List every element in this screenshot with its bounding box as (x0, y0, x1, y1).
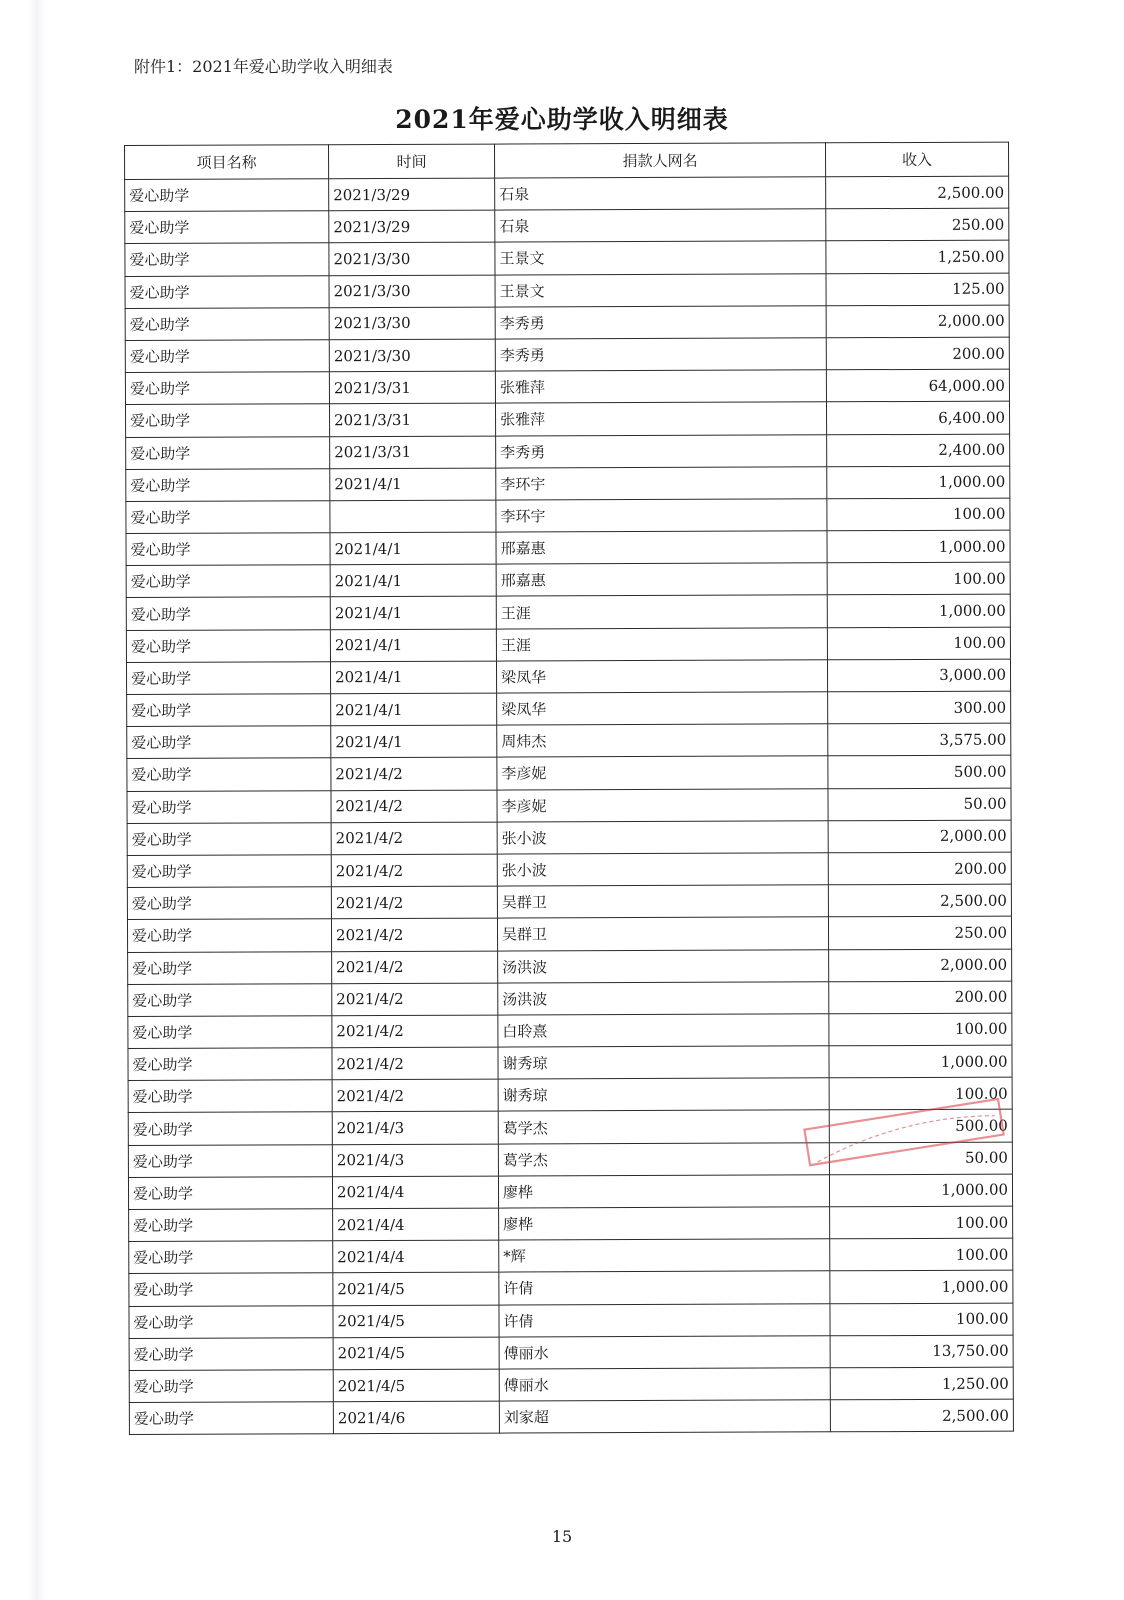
row-date-cell: 2021/4/5 (333, 1272, 499, 1305)
row-amount-cell: 2,400.00 (827, 434, 1010, 467)
row-item-cell: 爱心助学 (129, 1305, 333, 1338)
row-date-cell: 2021/4/3 (332, 1112, 498, 1145)
income-detail-table (124, 142, 1014, 1436)
row-donor-cell: 王景文 (495, 241, 826, 274)
row-date-cell (330, 500, 496, 533)
row-donor-cell: 王涯 (496, 627, 827, 660)
table-row (129, 1367, 1013, 1403)
row-date-cell: 2021/3/29 (329, 210, 495, 243)
row-date-cell: 2021/4/1 (330, 661, 496, 694)
row-donor-cell: 梁凤华 (497, 692, 828, 725)
row-item-cell: 爱心助学 (129, 1337, 333, 1370)
row-donor-cell: 李环宇 (496, 499, 827, 532)
table-row (127, 884, 1011, 920)
row-date-cell: 2021/4/4 (333, 1240, 499, 1273)
table-row (128, 981, 1012, 1017)
row-item-cell: 爱心助学 (127, 790, 331, 823)
row-donor-cell: 石泉 (495, 209, 826, 242)
row-item-cell: 爱心助学 (128, 1112, 332, 1145)
row-item-cell: 爱心助学 (127, 822, 331, 855)
row-item-cell: 爱心助学 (127, 855, 331, 888)
table-row (125, 176, 1009, 212)
row-item-cell: 爱心助学 (127, 726, 331, 759)
table-header-row (125, 142, 1009, 179)
table-row (127, 723, 1011, 759)
row-donor-cell: 谢秀琼 (498, 1078, 829, 1111)
row-amount-cell: 200.00 (826, 337, 1009, 370)
row-donor-cell: 邢嘉惠 (496, 563, 827, 596)
row-item-cell: 爱心助学 (128, 1048, 332, 1081)
column-header-item: 项目名称 (125, 145, 329, 180)
row-amount-cell: 500.00 (828, 755, 1011, 788)
table-row (125, 208, 1009, 244)
table-row (125, 369, 1009, 405)
row-amount-cell: 100.00 (830, 1303, 1013, 1336)
row-amount-cell: 1,000.00 (829, 1174, 1012, 1207)
row-donor-cell: 许倩 (499, 1271, 830, 1304)
row-date-cell: 2021/4/2 (331, 757, 497, 790)
row-item-cell: 爱心助学 (125, 243, 329, 276)
row-item-cell: 爱心助学 (128, 1144, 332, 1177)
row-donor-cell: 刘家超 (499, 1400, 830, 1433)
row-date-cell: 2021/4/2 (332, 1015, 498, 1048)
table-row (127, 852, 1011, 888)
row-amount-cell: 2,500.00 (828, 884, 1011, 917)
page-number: 15 (551, 1527, 573, 1546)
row-date-cell: 2021/4/5 (333, 1337, 499, 1370)
row-item-cell: 爱心助学 (129, 1209, 333, 1242)
row-item-cell: 爱心助学 (125, 340, 329, 373)
row-date-cell: 2021/3/30 (329, 307, 495, 340)
row-donor-cell: 廖桦 (499, 1207, 830, 1240)
row-date-cell: 2021/3/31 (329, 403, 495, 436)
table-row (125, 273, 1009, 309)
table-row (129, 1303, 1013, 1339)
table-row (126, 562, 1010, 598)
table-row (128, 1013, 1012, 1049)
row-date-cell: 2021/4/1 (330, 597, 496, 630)
table-row (127, 755, 1011, 791)
row-item-cell: 爱心助学 (129, 1273, 333, 1306)
row-item-cell: 爱心助学 (129, 1402, 333, 1435)
column-header-date: 时间 (329, 144, 495, 179)
row-donor-cell: 张雅萍 (495, 370, 826, 403)
row-item-cell: 爱心助学 (126, 629, 330, 662)
row-date-cell: 2021/4/1 (330, 468, 496, 501)
table-row (129, 1270, 1013, 1306)
row-donor-cell: 张雅萍 (495, 402, 826, 435)
row-item-cell: 爱心助学 (125, 372, 329, 405)
table-row (125, 240, 1009, 276)
row-date-cell: 2021/4/4 (332, 1176, 498, 1209)
row-donor-cell: 李彦妮 (497, 788, 828, 821)
table-row (127, 788, 1011, 824)
row-amount-cell: 64,000.00 (826, 369, 1009, 402)
table-row (128, 1174, 1012, 1210)
row-date-cell: 2021/4/2 (331, 790, 497, 823)
row-amount-cell: 2,500.00 (830, 1399, 1013, 1432)
row-date-cell: 2021/3/30 (329, 275, 495, 308)
row-donor-cell: 汤洪波 (498, 949, 829, 982)
row-donor-cell: 葛学杰 (498, 1110, 829, 1143)
row-date-cell: 2021/4/2 (331, 822, 497, 855)
table-row (126, 466, 1010, 502)
row-item-cell: 爱心助学 (126, 565, 330, 598)
row-amount-cell: 100.00 (830, 1206, 1013, 1239)
row-amount-cell: 3,575.00 (828, 723, 1011, 756)
row-donor-cell: 王景文 (495, 273, 826, 306)
row-item-cell: 爱心助学 (127, 887, 331, 920)
row-date-cell: 2021/4/1 (330, 564, 496, 597)
row-amount-cell: 100.00 (829, 1077, 1012, 1110)
row-donor-cell: 廖桦 (498, 1175, 829, 1208)
row-amount-cell: 1,000.00 (829, 1045, 1012, 1078)
row-date-cell: 2021/4/2 (332, 1047, 498, 1080)
row-donor-cell: 李彦妮 (497, 756, 828, 789)
row-date-cell: 2021/4/1 (331, 693, 497, 726)
row-item-cell: 爱心助学 (127, 758, 331, 791)
table-row (126, 530, 1010, 566)
row-date-cell: 2021/4/2 (332, 983, 498, 1016)
table-row (126, 595, 1010, 631)
row-item-cell: 爱心助学 (125, 179, 329, 212)
row-donor-cell: 张小波 (497, 821, 828, 854)
row-date-cell: 2021/4/2 (332, 1079, 498, 1112)
row-donor-cell: 傅丽水 (499, 1368, 830, 1401)
row-amount-cell: 1,000.00 (830, 1270, 1013, 1303)
row-donor-cell: 李环宇 (496, 466, 827, 499)
row-amount-cell: 2,000.00 (828, 820, 1011, 853)
row-amount-cell: 100.00 (827, 562, 1010, 595)
row-amount-cell: 250.00 (828, 916, 1011, 949)
row-item-cell: 爱心助学 (126, 533, 330, 566)
row-item-cell: 爱心助学 (126, 468, 330, 501)
row-date-cell: 2021/3/31 (330, 436, 496, 469)
table-row (128, 1142, 1012, 1178)
table-row (125, 401, 1009, 437)
row-date-cell: 2021/4/3 (332, 1144, 498, 1177)
row-donor-cell: 李秀勇 (495, 306, 826, 339)
row-donor-cell: 王涯 (496, 595, 827, 628)
row-item-cell: 爱心助学 (128, 983, 332, 1016)
row-donor-cell: 汤洪波 (498, 981, 829, 1014)
row-item-cell: 爱心助学 (125, 307, 329, 340)
row-date-cell: 2021/4/1 (330, 532, 496, 565)
row-date-cell: 2021/3/31 (329, 371, 495, 404)
row-donor-cell: 白聆熹 (498, 1014, 829, 1047)
row-donor-cell: 周炜杰 (497, 724, 828, 757)
row-item-cell: 爱心助学 (126, 597, 330, 630)
row-date-cell: 2021/4/2 (331, 886, 497, 919)
table-row (126, 498, 1010, 534)
row-item-cell: 爱心助学 (129, 1241, 333, 1274)
row-item-cell: 爱心助学 (129, 1370, 333, 1403)
row-item-cell: 爱心助学 (125, 275, 329, 308)
row-amount-cell: 3,000.00 (827, 659, 1010, 692)
row-donor-cell: *辉 (499, 1239, 830, 1272)
row-item-cell: 爱心助学 (128, 1080, 332, 1113)
row-item-cell: 爱心助学 (126, 436, 330, 469)
row-donor-cell: 吴群卫 (497, 885, 828, 918)
table-body (125, 176, 1014, 1435)
row-donor-cell: 张小波 (497, 853, 828, 886)
row-item-cell: 爱心助学 (126, 662, 330, 695)
row-donor-cell: 梁凤华 (496, 660, 827, 693)
table-row (126, 627, 1010, 663)
row-amount-cell: 1,250.00 (830, 1367, 1013, 1400)
table-row (129, 1399, 1013, 1435)
row-donor-cell: 葛学杰 (498, 1142, 829, 1175)
row-date-cell: 2021/3/29 (329, 178, 495, 211)
row-item-cell: 爱心助学 (126, 501, 330, 534)
row-amount-cell: 13,750.00 (830, 1335, 1013, 1368)
row-donor-cell: 傅丽水 (499, 1336, 830, 1369)
row-donor-cell: 李秀勇 (495, 338, 826, 371)
column-header-donor: 捐款人网名 (494, 143, 825, 178)
row-date-cell: 2021/4/1 (331, 725, 497, 758)
table-row (129, 1206, 1013, 1242)
row-amount-cell: 200.00 (829, 981, 1012, 1014)
row-date-cell: 2021/3/30 (329, 339, 495, 372)
table-row (128, 1045, 1012, 1081)
row-item-cell: 爱心助学 (128, 951, 332, 984)
row-date-cell: 2021/4/2 (331, 854, 497, 887)
row-amount-cell: 50.00 (829, 1142, 1012, 1175)
table-row (125, 337, 1009, 373)
table-row (128, 1077, 1012, 1113)
row-date-cell: 2021/4/2 (331, 918, 497, 951)
row-donor-cell: 李秀勇 (496, 434, 827, 467)
row-amount-cell: 50.00 (828, 788, 1011, 821)
table-row (128, 1110, 1012, 1146)
row-amount-cell: 1,250.00 (826, 240, 1009, 273)
row-amount-cell: 1,000.00 (827, 530, 1010, 563)
row-amount-cell: 6,400.00 (826, 401, 1009, 434)
row-amount-cell: 2,000.00 (829, 949, 1012, 982)
row-donor-cell: 石泉 (495, 177, 826, 210)
row-item-cell: 爱心助学 (127, 919, 331, 952)
table-row (126, 659, 1010, 695)
table-row (126, 434, 1010, 470)
row-item-cell: 爱心助学 (128, 1016, 332, 1049)
row-amount-cell: 100.00 (827, 498, 1010, 531)
row-item-cell: 爱心助学 (125, 211, 329, 244)
table-row (128, 949, 1012, 985)
row-amount-cell: 125.00 (826, 273, 1009, 306)
row-amount-cell: 300.00 (828, 691, 1011, 724)
row-date-cell: 2021/4/6 (333, 1401, 499, 1434)
row-amount-cell: 100.00 (829, 1013, 1012, 1046)
row-donor-cell: 谢秀琼 (498, 1046, 829, 1079)
row-donor-cell: 许倩 (499, 1303, 830, 1336)
table-row (125, 305, 1009, 341)
table-row (129, 1238, 1013, 1274)
row-date-cell: 2021/4/5 (333, 1305, 499, 1338)
row-amount-cell: 1,000.00 (827, 595, 1010, 628)
page-title: 2021年爱心助学收入明细表 (395, 105, 729, 134)
row-amount-cell: 250.00 (826, 208, 1009, 241)
row-amount-cell: 500.00 (829, 1110, 1012, 1143)
row-date-cell: 2021/3/30 (329, 242, 495, 275)
table-row (129, 1335, 1013, 1371)
row-donor-cell: 邢嘉惠 (496, 531, 827, 564)
row-date-cell: 2021/4/2 (332, 951, 498, 984)
attachment-label: 附件1：2021年爱心助学收入明细表 (134, 57, 393, 76)
table-row (127, 916, 1011, 952)
scan-edge-shadow (28, 0, 46, 1600)
row-amount-cell: 1,000.00 (827, 466, 1010, 499)
row-date-cell: 2021/4/4 (333, 1208, 499, 1241)
table-row (127, 691, 1011, 727)
row-date-cell: 2021/4/1 (330, 629, 496, 662)
row-amount-cell: 2,000.00 (826, 305, 1009, 338)
row-amount-cell: 100.00 (830, 1238, 1013, 1271)
row-amount-cell: 200.00 (828, 852, 1011, 885)
row-amount-cell: 100.00 (827, 627, 1010, 660)
row-item-cell: 爱心助学 (128, 1177, 332, 1210)
table-row (127, 820, 1011, 856)
row-amount-cell: 2,500.00 (826, 176, 1009, 209)
row-item-cell: 爱心助学 (127, 694, 331, 727)
column-header-amount: 收入 (825, 142, 1008, 177)
row-date-cell: 2021/4/5 (333, 1369, 499, 1402)
row-donor-cell: 吴群卫 (497, 917, 828, 950)
row-item-cell: 爱心助学 (125, 404, 329, 437)
